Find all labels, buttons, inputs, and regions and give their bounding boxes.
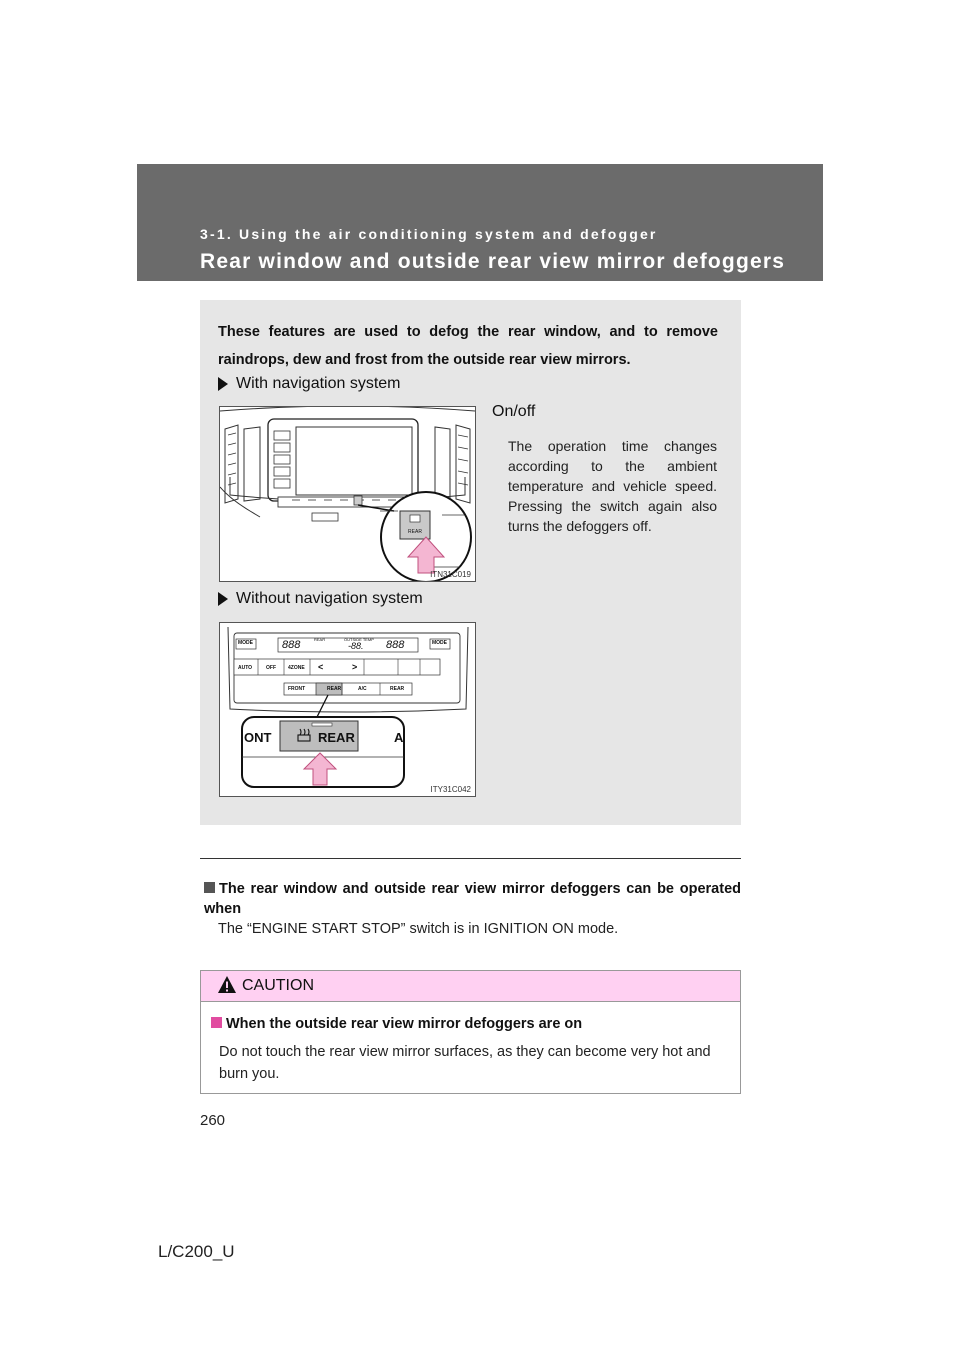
figure-with-navigation — [219, 406, 476, 582]
zoom-rear-label: REAR — [318, 730, 355, 745]
square-bullet-icon — [211, 1017, 222, 1028]
display-right: 888 — [386, 639, 405, 651]
variant-heading-without-nav — [218, 590, 423, 608]
svg-text:REAR: REAR — [408, 529, 422, 535]
variant-label: With navigation system — [236, 375, 401, 392]
rear-button-label: REAR — [327, 686, 342, 692]
mode-left-label: MODE — [238, 640, 253, 646]
front-label: FRONT — [288, 686, 306, 692]
page-title: Rear window and outside rear view mirror defoggers — [200, 250, 786, 273]
ac-label: A/C — [358, 686, 367, 692]
variant-heading-with-nav — [218, 375, 401, 393]
footer-code: L/C200_U — [158, 1242, 235, 1261]
more-label: > — [352, 662, 358, 672]
onoff-title: On/off — [492, 403, 536, 420]
caution-subheading — [211, 1016, 582, 1032]
section-divider — [200, 858, 741, 859]
intro-text: These features are used to defog the rear window, and to remove raindrops, dew and frost from the outside rear view mirrors. — [218, 324, 718, 368]
zoom-left-label: ONT — [244, 730, 272, 745]
off-label: OFF — [266, 665, 276, 671]
figure-code: ITN31C019 — [430, 570, 471, 579]
outside-temp-label: OUTSIDE TEMP — [344, 637, 374, 642]
warning-triangle-icon — [217, 975, 237, 995]
right-arrow-icon — [218, 377, 228, 391]
caution-box — [200, 970, 741, 1094]
display-mid: -88. — [348, 641, 364, 651]
navigation-dashboard-illustration — [220, 407, 475, 581]
auto-label: AUTO — [238, 665, 253, 671]
rear2-label: REAR — [390, 686, 405, 692]
right-arrow-icon — [218, 592, 228, 606]
zoom-right-label: A — [394, 730, 404, 745]
variant-label: Without navigation system — [236, 590, 423, 607]
four-zone-label: 4ZONE — [288, 665, 305, 671]
caution-header — [201, 971, 740, 1002]
section-label: 3-1. Using the air conditioning system and defogger — [200, 226, 658, 242]
figure-code: ITY31C042 — [430, 785, 471, 794]
less-label: < — [318, 662, 324, 672]
note-body: The “ENGINE START STOP” switch is in IGNITION ON mode. — [218, 921, 619, 937]
figure-without-navigation — [219, 622, 476, 797]
caution-label: CAUTION — [242, 977, 314, 994]
mode-right-label: MODE — [432, 640, 447, 646]
rear-tag-label: REAR — [314, 637, 326, 642]
caution-text: Do not touch the rear view mirror surfaces, as they can become very hot and burn you. — [219, 1044, 711, 1082]
onoff-description: The operation time changes according to the ambient temperature and vehicle speed. Pressing the switch again also turns the defoggers off. — [508, 438, 717, 534]
page-number: 260 — [200, 1112, 226, 1129]
square-bullet-icon — [204, 882, 215, 893]
note-heading-text: The rear window and outside rear view mirror defoggers can be operated when — [204, 881, 741, 917]
caution-subheading-text: When the outside rear view mirror defoggers are on — [226, 1016, 583, 1032]
note-heading — [204, 879, 741, 919]
display-left: 888 — [282, 639, 301, 651]
